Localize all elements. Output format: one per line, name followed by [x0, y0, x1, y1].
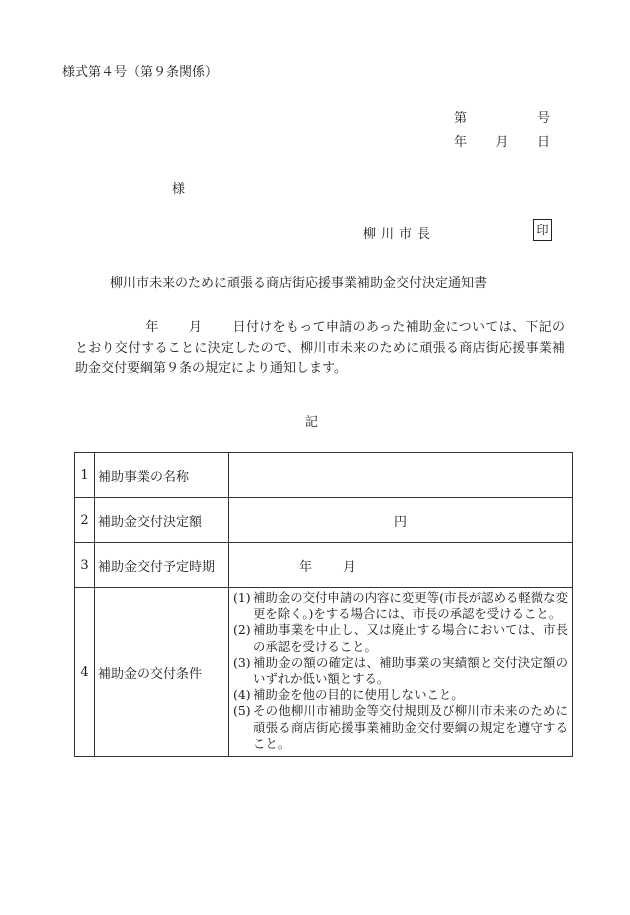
project-name-value — [229, 453, 573, 498]
conditions-table — [74, 452, 573, 757]
condition-text: 補助金の交付申請の内容に変更等(市長が認める軽微な変更を除く。)をする場合には、市長の承認を受けること。 — [253, 590, 568, 622]
row-label: 補助金交付決定額 — [95, 498, 229, 543]
row-number: 3 — [75, 543, 95, 588]
document-number — [454, 107, 550, 126]
body-year: 年 — [145, 320, 159, 335]
schedule-year: 年 — [299, 559, 313, 575]
condition-text: 補助金の額の確定は、補助事業の実績額と交付決定額のいずれか低い額とする。 — [253, 654, 568, 687]
condition-text: 補助事業を中止し、又は廃止する場合においては、市長の承認を受けること。 — [253, 622, 568, 654]
date-year: 年 — [454, 135, 468, 150]
date-month: 月 — [495, 135, 509, 150]
number-suffix: 号 — [536, 111, 550, 126]
condition-text: その他柳川市補助金等交付規則及び柳川市未来のために頑張る商店街応援事業補助金交付要綱の規定を遵守すること。 — [253, 703, 568, 751]
condition-item — [233, 590, 568, 622]
condition-item — [233, 703, 568, 752]
ki-heading: 記 — [305, 415, 319, 430]
schedule-value — [229, 543, 573, 588]
table-row — [75, 498, 573, 543]
grant-amount-value: 円 — [229, 498, 573, 543]
row-number: 4 — [75, 588, 95, 757]
date-day: 日 — [536, 135, 550, 150]
condition-number: (1) — [233, 590, 251, 605]
row-number: 2 — [75, 498, 95, 543]
row-number: 1 — [75, 453, 95, 498]
notice-body — [75, 318, 565, 380]
body-month: 月 — [188, 320, 203, 335]
row-label: 補助事業の名称 — [95, 453, 229, 498]
condition-item — [233, 687, 568, 703]
schedule-month: 月 — [343, 559, 357, 575]
table-row — [75, 588, 573, 757]
condition-number: (4) — [233, 687, 251, 703]
document-title: 柳川市未来のために頑張る商店街応援事業補助金交付決定通知書 — [110, 276, 488, 291]
row-label: 補助金交付予定時期 — [95, 543, 229, 588]
conditions-list — [229, 588, 573, 757]
table-row — [75, 543, 573, 588]
addressee-suffix: 様 — [172, 182, 186, 197]
condition-text: 補助金を他の目的に使用しないこと。 — [253, 687, 464, 703]
table-row — [75, 453, 573, 498]
condition-item — [233, 655, 568, 687]
condition-number: (5) — [233, 703, 251, 719]
seal-mark: 印 — [533, 219, 552, 241]
condition-number: (2) — [233, 622, 251, 638]
form-number: 様式第４号（第９条関係） — [62, 65, 219, 80]
row-label: 補助金の交付条件 — [95, 588, 229, 757]
condition-number: (3) — [233, 654, 251, 670]
condition-item — [233, 622, 568, 654]
document-date — [454, 131, 550, 150]
number-prefix: 第 — [454, 111, 468, 126]
body-text: 日付けをもって申請のあった補助金については、下記のとおり交付することに決定したので、柳川市未来のために頑張る商店街応援事業補助金交付要綱第９条の規定により通知します。 — [75, 320, 565, 376]
issuer-name: 柳川市長 — [363, 227, 436, 242]
